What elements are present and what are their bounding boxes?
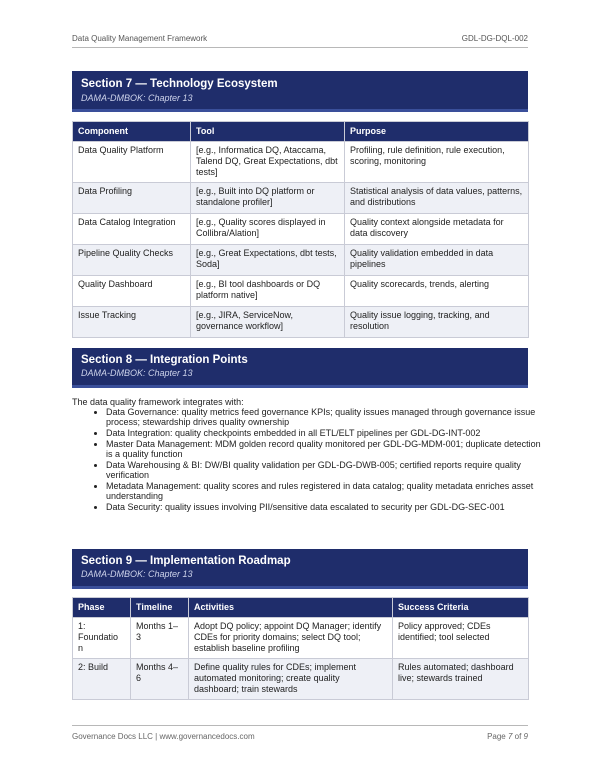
page-header (72, 34, 528, 48)
section-8-banner (72, 348, 528, 388)
table-cell: Define quality rules for CDEs; implement automated monitoring; create quality dashboard; train stewards (189, 659, 393, 700)
current-page: 7 (507, 732, 513, 741)
section-8-subtitle: DAMA-DMBOK: Chapter 13 (81, 368, 193, 378)
list-item: • Master Data Management: MDM golden record quality monitored per GDL-DG-MDM-001; duplicate detection is a quality function (106, 439, 546, 460)
table-cell: Data Profiling (73, 183, 191, 214)
table-cell: Adopt DQ policy; appoint DQ Manager; identify CDEs for priority domains; select DQ tool; establish baseline profiling (189, 618, 393, 659)
table-row (73, 659, 529, 700)
table-row (73, 142, 529, 183)
table-row (73, 276, 529, 307)
table-header-row (73, 122, 529, 142)
table-cell: Months 4– 6 (131, 659, 189, 700)
section-7-title: Section 7 — Technology Ecosystem (81, 78, 278, 90)
table-cell: [e.g., JIRA, ServiceNow, governance workflow] (191, 307, 345, 338)
table-header-row (73, 598, 529, 618)
list-item: • Data Governance: quality metrics feed governance KPIs; quality issues managed through governance issue process; stewardship drives quality ownership (106, 407, 546, 428)
table-cell: Quality issue logging, tracking, and resolution (345, 307, 529, 338)
implementation-roadmap-table (72, 597, 529, 700)
table-cell: Pipeline Quality Checks (73, 245, 191, 276)
table-cell: Quality Dashboard (73, 276, 191, 307)
table-cell: Profiling, rule definition, rule execution, scoring, monitoring (345, 142, 529, 183)
table-cell: 2: Build (73, 659, 131, 700)
table-cell: Quality scorecards, trends, alerting (345, 276, 529, 307)
list-item: • Metadata Management: quality scores and rules registered in data catalog; quality metadata enriches asset understanding (106, 481, 546, 502)
page-prefix: Page (487, 732, 508, 741)
document-id: GDL-DG-DQL-002 (461, 34, 528, 43)
page-of: of (512, 732, 524, 741)
integration-intro: The data quality framework integrates with: (72, 397, 244, 407)
list-item: • Data Integration: quality checkpoints embedded in all ETL/ELT pipelines per GDL-DG-INT-002 (106, 428, 546, 438)
column-header: Purpose (345, 122, 529, 142)
table-cell: [e.g., Great Expectations, dbt tests, Soda] (191, 245, 345, 276)
column-header: Tool (191, 122, 345, 142)
footer-company: Governance Docs LLC | www.governancedocs.com (72, 732, 255, 741)
section-9-subtitle: DAMA-DMBOK: Chapter 13 (81, 569, 193, 579)
table-cell: [e.g., BI tool dashboards or DQ platform native] (191, 276, 345, 307)
table-cell: Months 1– 3 (131, 618, 189, 659)
table-cell: Statistical analysis of data values, patterns, and distributions (345, 183, 529, 214)
technology-ecosystem-table (72, 121, 529, 338)
column-header: Timeline (131, 598, 189, 618)
table-cell: Policy approved; CDEs identified; tool selected (393, 618, 529, 659)
section-9-banner (72, 549, 528, 589)
page-footer (72, 725, 528, 742)
section-8-title: Section 8 — Integration Points (81, 354, 248, 366)
integration-list (90, 407, 546, 513)
table-row (73, 183, 529, 214)
page-number (487, 732, 528, 741)
table-cell: [e.g., Built into DQ platform or standalone profiler] (191, 183, 345, 214)
table-cell: Data Quality Platform (73, 142, 191, 183)
column-header: Activities (189, 598, 393, 618)
document-title: Data Quality Management Framework (72, 34, 208, 43)
table-cell: [e.g., Informatica DQ, Ataccama, Talend DQ, Great Expectations, dbt tests] (191, 142, 345, 183)
list-item: • Data Warehousing & BI: DW/BI quality validation per GDL-DG-DWB-005; certified reports require quality verification (106, 460, 546, 481)
table-cell: [e.g., Quality scores displayed in Collibra/Alation] (191, 214, 345, 245)
table-cell: Data Catalog Integration (73, 214, 191, 245)
column-header: Success Criteria (393, 598, 529, 618)
table-cell: Quality context alongside metadata for data discovery (345, 214, 529, 245)
table-row (73, 214, 529, 245)
list-item: • Data Security: quality issues involving PII/sensitive data escalated to security per GDL-DG-SEC-001 (106, 502, 546, 512)
table-row (73, 245, 529, 276)
table-row (73, 307, 529, 338)
table-cell: 1: Foundatio n (73, 618, 131, 659)
column-header: Component (73, 122, 191, 142)
table-row (73, 618, 529, 659)
section-9-title: Section 9 — Implementation Roadmap (81, 555, 291, 567)
table-cell: Issue Tracking (73, 307, 191, 338)
table-cell: Quality validation embedded in data pipelines (345, 245, 529, 276)
table-cell: Rules automated; dashboard live; stewards trained (393, 659, 529, 700)
section-7-subtitle: DAMA-DMBOK: Chapter 13 (81, 93, 193, 103)
total-pages: 9 (523, 732, 528, 741)
column-header: Phase (73, 598, 131, 618)
section-7-banner (72, 71, 528, 112)
